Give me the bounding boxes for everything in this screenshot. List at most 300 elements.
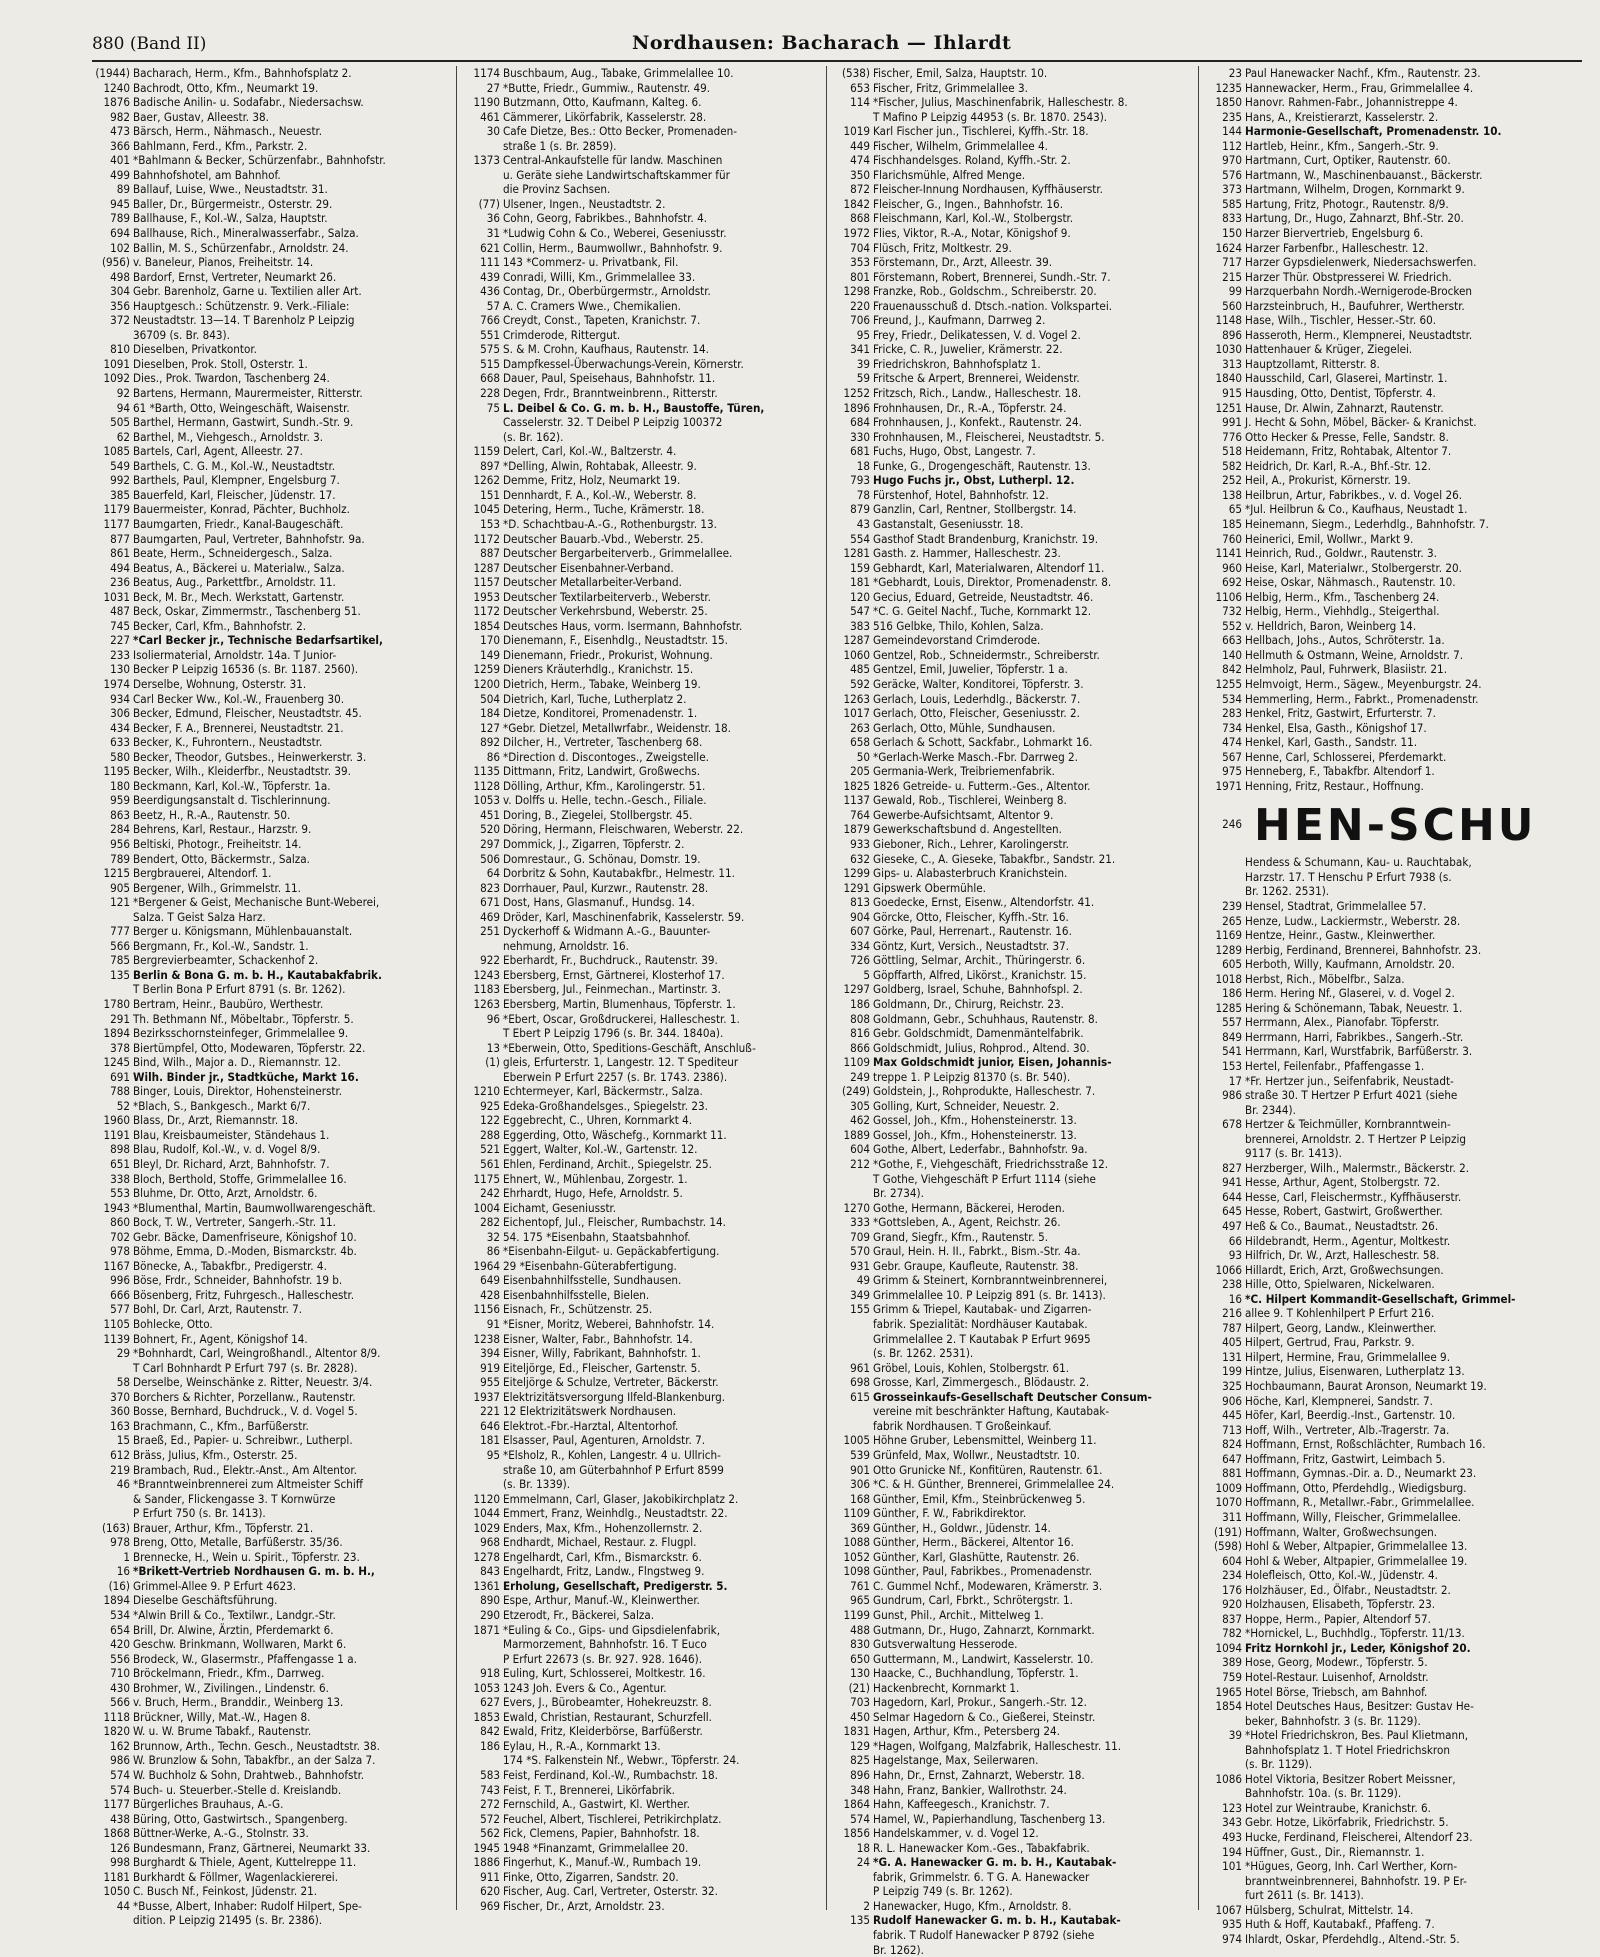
phone-number: 78 (856, 487, 870, 502)
directory-entry (92, 662, 452, 677)
phone-number: 96 (486, 1011, 500, 1026)
directory-entry (832, 764, 1192, 779)
directory-entry (92, 1695, 452, 1710)
phone-number (92, 328, 133, 343)
phone-number: (956) (101, 255, 130, 270)
phone-number: 860 (110, 1215, 130, 1230)
phone-number: 713 (1222, 1422, 1242, 1437)
directory-entry (832, 735, 1192, 750)
directory-entry (92, 1812, 452, 1827)
entry-text: Dröder, Karl, Maschinenfabrik, Kasselerstr. 59. (503, 909, 745, 924)
directory-entry (832, 1259, 1192, 1274)
entry-text: Günther, Emil, Kfm., Steinbrückenweg 5. (873, 1491, 1086, 1506)
entry-text: Frohnhausen, J., Konfekt., Rautenstr. 24. (873, 415, 1082, 430)
directory-entry (462, 604, 822, 619)
entry-text: Demme, Fritz, Holz, Neumarkt 19. (503, 473, 681, 488)
entry-text: Elsasser, Paul, Agenturen, Arnoldstr. 7. (503, 1433, 706, 1448)
directory-entry (462, 1666, 822, 1681)
directory-entry (92, 1273, 452, 1288)
entry-text: Carl Becker Ww., Kol.-W., Frauenberg 30. (133, 691, 345, 706)
directory-entry (832, 1579, 1192, 1594)
directory-entry (1204, 677, 1584, 692)
phone-number: 572 (480, 1811, 500, 1826)
entry-text: Hilpert, Hermine, Frau, Grimmelallee 9. (1245, 1349, 1451, 1364)
entry-text: *Alwin Brill & Co., Textilwr., Landgr.-Str. (133, 1607, 336, 1622)
directory-entry (462, 1492, 822, 1507)
directory-entry (832, 1710, 1192, 1725)
directory-entry (1204, 1554, 1584, 1569)
entry-text: Brückner, Willy, Mat.-W., Hagen 8. (133, 1709, 311, 1724)
entry-text: Helbig, Herm., Kfm., Taschenberg 24. (1245, 589, 1440, 604)
directory-entry (462, 1535, 822, 1550)
directory-entry (1204, 168, 1584, 183)
entry-text: Höhne Gruber, Lebensmittel, Weinberg 11. (873, 1433, 1097, 1448)
directory-entry (1204, 110, 1584, 125)
entry-text: Gewald, Rob., Tischlerei, Weinberg 8. (873, 793, 1067, 808)
entry-text: Central-Ankaufstelle für landw. Maschinen (503, 153, 723, 168)
phone-number: 567 (1222, 749, 1242, 764)
phone-number: 1156 (473, 1302, 500, 1317)
phone-number: 668 (480, 371, 500, 386)
phone-number: 1157 (473, 575, 500, 590)
phone-number: 252 (1222, 473, 1242, 488)
directory-entry (92, 822, 452, 837)
phone-number: 366 (110, 138, 130, 153)
entry-text: Hilfrich, Dr. W., Arzt, Halleschestr. 58. (1245, 1248, 1440, 1263)
entry-text: Hilpert, Gertrud, Frau, Parkstr. 9. (1245, 1335, 1415, 1350)
entry-text: Bundesmann, Franz, Gärtnerei, Neumarkt 33. (133, 1840, 371, 1855)
phone-number: 896 (850, 1767, 870, 1782)
directory-entry (92, 953, 452, 968)
phone-number: 518 (1222, 444, 1242, 459)
phone-number: 986 (1222, 1088, 1242, 1103)
directory-entry (832, 1695, 1192, 1710)
directory-entry (832, 590, 1192, 605)
phone-number (1204, 1743, 1245, 1758)
entry-text: *C. & H. Günther, Brennerei, Grimmelallee 24. (873, 1477, 1115, 1492)
entry-text: Cohn, Georg, Fabrikbes., Bahnhofstr. 4. (503, 211, 708, 226)
directory-entry (92, 764, 452, 779)
directory-entry (92, 197, 452, 212)
phone-number: 904 (850, 909, 870, 924)
phone-number: 551 (480, 327, 500, 342)
directory-entry (92, 386, 452, 401)
directory-entry (832, 1637, 1192, 1652)
directory-entry (462, 1259, 822, 1274)
entry-text: Henkel, Elsa, Gasth., Königshof 17. (1245, 720, 1427, 735)
directory-entry (462, 837, 822, 852)
entry-text: Fischer, Emil, Salza, Hauptstr. 10. (873, 66, 1048, 80)
entry-text: Br. 1262). (873, 1942, 924, 1957)
entry-text: straße 1 (s. Br. 2859). (503, 138, 617, 153)
phone-number: 170 (480, 633, 500, 648)
directory-entry (1204, 870, 1584, 885)
entry-text: *Busse, Albert, Inhaber: Rudolf Hilpert, Spe- (133, 1898, 362, 1913)
entry-text: Hartmann, Wilhelm, Drogen, Kornmarkt 9. (1245, 182, 1465, 197)
entry-text: 1826 Getreide- u. Futterm.-Ges., Altentor. (873, 778, 1091, 793)
entry-text: Hagen, Arthur, Kfm., Petersberg 24. (873, 1724, 1060, 1739)
phone-number: 766 (480, 313, 500, 328)
entry-text: Büttner-Werke, A.-G., Stolnstr. 33. (133, 1826, 309, 1841)
entry-text: Herzberger, Wilh., Malermstr., Bäckerstr. 2. (1245, 1160, 1470, 1175)
phone-number: 612 (110, 1447, 130, 1462)
directory-entry (462, 1783, 822, 1798)
entry-text: Eylau, H., R.-A., Kornmarkt 13. (503, 1738, 661, 1753)
phone-number: 1361 (473, 1578, 500, 1593)
directory-entry (462, 1375, 822, 1390)
phone-number: 782 (1222, 1626, 1242, 1641)
phone-number: 497 (1222, 1219, 1242, 1234)
entry-text: Fischer, Fritz, Grimmelallee 3. (873, 80, 1028, 95)
directory-entry (1204, 764, 1584, 779)
directory-entry (92, 1230, 452, 1245)
phone-number: 1004 (473, 1200, 500, 1215)
entry-text: Hattenhauer & Krüger, Ziegelei. (1245, 342, 1413, 357)
entry-text: Becker, Theodor, Gutsbes., Heinwerkerstr. 3. (133, 749, 367, 764)
phone-number: 557 (1222, 1015, 1242, 1030)
entry-text: Hartmann, Curt, Optiker, Rautenstr. 60. (1245, 153, 1451, 168)
entry-text: Gebr. Barenholz, Garne u. Textilien aller Art. (133, 284, 362, 299)
directory-entry (462, 444, 822, 459)
phone-number: 574 (110, 1782, 130, 1797)
entry-text: Hoffmann, Otto, Pferdehdlg., Wiedigsburg. (1245, 1480, 1467, 1495)
phone-number: 135 (850, 1913, 870, 1928)
phone-number: 1167 (103, 1258, 130, 1273)
phone-number: 1263 (843, 691, 870, 706)
phone-number: (598) (1213, 1539, 1242, 1554)
directory-entry (462, 1302, 822, 1317)
entry-text: Finke, Otto, Zigarren, Sandstr. 20. (503, 1869, 679, 1884)
directory-entry (462, 968, 822, 983)
directory-entry (1204, 1452, 1584, 1467)
entry-text: Herbst, Rich., Möbelfbr., Salza. (1245, 971, 1405, 986)
directory-entry (462, 1564, 822, 1579)
entry-text: *Hügues, Georg, Inh. Carl Werther, Korn- (1245, 1859, 1458, 1874)
phone-number: 36 (486, 211, 500, 226)
phone-number: 684 (850, 415, 870, 430)
phone-number: 706 (850, 313, 870, 328)
entry-text: T Mafino P Leipzig 44953 (s. Br. 1870. 2543). (873, 109, 1108, 124)
directory-entry (832, 706, 1192, 721)
entry-text: Deutscher Bauarb.-Vbd., Weberstr. 25. (503, 531, 704, 546)
phone-number: 1894 (103, 1026, 130, 1041)
phone-number: 505 (110, 415, 130, 430)
entry-text: Ebersberg, Ernst, Gärtnerei, Klosterhof 17. (503, 967, 725, 982)
phone-number: 1896 (843, 400, 870, 415)
directory-entry (92, 866, 452, 881)
directory-entry (1204, 546, 1584, 561)
directory-entry (92, 808, 452, 823)
phone-number: 114 (850, 95, 870, 110)
phone-number: 647 (1222, 1451, 1242, 1466)
directory-entry (462, 1870, 822, 1885)
phone-number: 935 (1222, 1917, 1242, 1932)
phone-number: 955 (480, 1375, 500, 1390)
entry-text: vereine mit beschränkter Haftung, Kautabak- (873, 1404, 1110, 1419)
directory-entry (92, 1579, 452, 1594)
directory-entry (832, 692, 1192, 707)
directory-entry (92, 153, 452, 168)
directory-entry (832, 968, 1192, 983)
entry-text: furt 2611 (s. Br. 1413). (1245, 1888, 1364, 1903)
phone-number: 284 (110, 822, 130, 837)
entry-text: Frey, Friedr., Delikatessen, V. d. Vogel 2. (873, 327, 1081, 342)
entry-text: W. Buchholz & Sohn, Drahtweb., Bahnhofstr. (133, 1767, 365, 1782)
directory-entry (832, 1623, 1192, 1638)
phone-number: 941 (1222, 1175, 1242, 1190)
entry-text: Brennecke, H., Wein u. Spirit., Töpferstr. 23. (133, 1549, 360, 1564)
entry-text: Henne, Carl, Schlosserei, Pferdemarkt. (1245, 749, 1447, 764)
entry-text: Grimmelallee 2. T Kautabak P Erfurt 9695 (873, 1331, 1091, 1346)
directory-entry (1204, 1568, 1584, 1583)
phone-number (462, 139, 503, 154)
directory-entry (462, 313, 822, 328)
directory-entry (832, 430, 1192, 445)
directory-entry (832, 1361, 1192, 1376)
directory-entry (462, 1463, 822, 1478)
phone-number: 646 (480, 1418, 500, 1433)
phone-number: 370 (110, 1389, 130, 1404)
entry-text: Büring, Otto, Gastwirtsch., Spangenberg. (133, 1811, 348, 1826)
phone-number: 338 (110, 1171, 130, 1186)
directory-entry (92, 328, 452, 343)
phone-number: 651 (110, 1157, 130, 1172)
phone-number (832, 1928, 873, 1943)
entry-text: Böse, Frdr., Schneider, Bahnhofstr. 19 b. (133, 1273, 343, 1288)
phone-number: 1285 (1215, 1000, 1242, 1015)
entry-text: Bohlecke, Otto. (133, 1317, 213, 1332)
phone-number: 960 (1222, 560, 1242, 575)
phone-number: 1262 (473, 473, 500, 488)
entry-text: Brauer, Arthur, Kfm., Töpferstr. 21. (133, 1520, 314, 1535)
phone-number: 777 (110, 924, 130, 939)
phone-number: 52 (116, 1098, 130, 1113)
phone-number: 18 (856, 1840, 870, 1855)
directory-entry (92, 1870, 452, 1885)
phone-number: 931 (850, 1258, 870, 1273)
entry-text: Elektrot.-Fbr.-Harztal, Altentorhof. (503, 1418, 679, 1433)
entry-text: Bahlmann, Ferd., Kfm., Parkstr. 2. (133, 138, 308, 153)
directory-entry (1204, 1597, 1584, 1612)
entry-text: *Gebr. Dietzel, Metallwrfabr., Weidenstr. 18. (503, 720, 731, 735)
phone-number: 66 (1228, 1233, 1242, 1248)
directory-page (92, 30, 1592, 1957)
phone-number: 1030 (1215, 342, 1242, 357)
phone-number: 350 (850, 167, 870, 182)
phone-number: 474 (1222, 735, 1242, 750)
phone-number: 553 (110, 1186, 130, 1201)
phone-number: 934 (110, 691, 130, 706)
phone-number: 330 (850, 429, 870, 444)
entry-text: Heil, A., Prokurist, Körnerstr. 19. (1245, 473, 1411, 488)
phone-number: 658 (850, 735, 870, 750)
directory-entry (832, 415, 1192, 430)
entry-text: Blau, Rudolf, Kol.-W., v. d. Vogel 8/9. (133, 1142, 321, 1157)
phone-number: 349 (850, 1287, 870, 1302)
entry-text: Brunnow, Arth., Techn. Gesch., Neustadtstr. 38. (133, 1738, 380, 1753)
entry-text: Germania-Werk, Treibriemenfabrik. (873, 764, 1055, 779)
phone-number: 1190 (473, 95, 500, 110)
directory-entry (1204, 1772, 1584, 1787)
phone-number: 692 (1222, 575, 1242, 590)
phone-number: 574 (110, 1767, 130, 1782)
phone-number: 959 (110, 793, 130, 808)
directory-entry (1204, 899, 1584, 914)
entry-text: 516 Gelbke, Thilo, Kohlen, Salza. (873, 618, 1044, 633)
phone-number: 439 (480, 269, 500, 284)
entry-text: Frohnhausen, Dr., R.-A., Töpferstr. 24. (873, 400, 1067, 415)
directory-entry (92, 110, 452, 125)
directory-entry (462, 822, 822, 837)
phone-number: 233 (110, 647, 130, 662)
directory-entry (92, 1157, 452, 1172)
entry-text: Hotel Börse, Triebsch, am Bahnhof. (1245, 1684, 1428, 1699)
entry-text: Erholung, Gesellschaft, Predigerstr. 5. (503, 1578, 728, 1593)
entry-text: Binger, Louis, Direktor, Hohensteinerstr. (133, 1084, 343, 1099)
phone-number: 64 (486, 866, 500, 881)
entry-text: Burghardt & Thiele, Agent, Kuttelreppe 11. (133, 1855, 357, 1870)
directory-entry (462, 386, 822, 401)
entry-text: Göpffarth, Alfred, Likörst., Kranichstr. 15. (873, 967, 1087, 982)
entry-text: Bergrevierbeamter, Schackenhof 2. (133, 953, 319, 968)
directory-entry (832, 1201, 1192, 1216)
directory-entry (462, 1041, 822, 1056)
phone-number: 227 (110, 633, 130, 648)
entry-text: Fleischmann, Karl, Kol.-W., Stolbergstr. (873, 211, 1074, 226)
directory-columns (92, 66, 1592, 1957)
directory-entry (832, 648, 1192, 663)
phone-number (462, 1026, 503, 1041)
phone-number: 863 (110, 807, 130, 822)
directory-entry (1204, 590, 1584, 605)
entry-text: *Elsholz, R., Kohlen, Langestr. 4 u. Ullrich- (503, 1447, 721, 1462)
entry-text: Gieboner, Rich., Lehrer, Karolingerstr. (873, 836, 1069, 851)
phone-number: 1263 (473, 997, 500, 1011)
directory-entry (832, 1113, 1192, 1128)
directory-entry (1204, 1859, 1584, 1874)
directory-entry (92, 1739, 452, 1754)
phone-number (462, 182, 503, 197)
phone-number (832, 1884, 873, 1899)
phone-number: 645 (1222, 1204, 1242, 1219)
phone-number: 1148 (1215, 313, 1242, 328)
entry-text: Gentzel, Emil, Juwelier, Töpferstr. 1 a. (873, 662, 1068, 677)
phone-number: 249 (850, 1069, 870, 1084)
phone-number: 1953 (473, 589, 500, 604)
entry-text: L. Deibel & Co. G. m. b. H., Baustoffe, Türen, (503, 400, 765, 415)
entry-text: Eberhardt, Fr., Buchdruck., Rautenstr. 39. (503, 953, 718, 968)
entry-text: Hellmuth & Ostmann, Weine, Arnoldstr. 7. (1245, 647, 1464, 662)
entry-text: Dampfkessel-Überwachungs-Verein, Körnerstr. (503, 356, 744, 371)
directory-entry (1204, 750, 1584, 765)
entry-text: Helmvoigt, Herm., Sägew., Meyenburgstr. 24. (1245, 676, 1482, 691)
entry-text: Dyckerhoff & Widmann A.-G., Bauunter- (503, 924, 711, 939)
entry-text: Bind, Wilh., Major a. D., Riemannstr. 12. (133, 1055, 341, 1070)
directory-entry (1204, 444, 1584, 459)
phone-number: 251 (480, 924, 500, 939)
directory-entry (462, 1273, 822, 1288)
phone-number: 235 (1222, 109, 1242, 124)
entry-text: Emmelmann, Carl, Glaser, Jakobikirchplatz 2. (503, 1491, 739, 1506)
phone-number: 837 (1222, 1611, 1242, 1626)
phone-number: 186 (480, 1738, 500, 1753)
entry-text: Dietrich, Karl, Tuche, Lutherplatz 2. (503, 691, 687, 706)
section-banner (1204, 799, 1584, 853)
directory-entry (832, 866, 1192, 881)
entry-text: v. Bruch, Herm., Branddir., Weinberg 13. (133, 1695, 344, 1710)
phone-number: 1177 (103, 516, 130, 531)
entry-text: Bergener, Wilh., Grimmelstr. 11. (133, 880, 301, 895)
phone-number (92, 1506, 133, 1521)
phone-number: 1109 (843, 1506, 870, 1521)
directory-entry (1204, 1132, 1584, 1147)
directory-entry (92, 1608, 452, 1623)
directory-entry (92, 81, 452, 96)
directory-entry (1204, 124, 1584, 139)
entry-text: Eichentopf, Jul., Fleischer, Rumbachstr. 14. (503, 1215, 726, 1230)
entry-text: Hoff, Wilh., Vertreter, Alb.-Tragerstr. 7a. (1245, 1422, 1450, 1437)
phone-number: 473 (110, 124, 130, 139)
directory-entry (1204, 182, 1584, 197)
directory-entry (462, 241, 822, 256)
entry-text: Hildebrandt, Herm., Agentur, Moltkestr. (1245, 1233, 1451, 1248)
directory-entry (1204, 943, 1584, 958)
directory-entry (462, 648, 822, 663)
directory-entry (1204, 1030, 1584, 1045)
entry-text: Becker, K., Fuhrontern., Neustadtstr. (133, 735, 323, 750)
entry-text: branntweinbrennerei, Bahnhofstr. 19. P Er- (1245, 1873, 1467, 1888)
directory-entry (832, 299, 1192, 314)
entry-text: Collin, Herm., Baumwollwr., Bahnhofstr. 9. (503, 240, 723, 255)
entry-text: Eisnach, Fr., Schützenstr. 25. (503, 1302, 653, 1317)
directory-entry (1204, 1408, 1584, 1423)
phone-number: 764 (850, 807, 870, 822)
directory-entry (92, 692, 452, 707)
phone-number: 710 (110, 1666, 130, 1681)
entry-text: Goldschmidt, Julius, Rohprod., Altend. 30. (873, 1040, 1090, 1055)
directory-entry (462, 895, 822, 910)
entry-text: Gemeindevorstand Crimderode. (873, 633, 1041, 648)
entry-text: & Sander, Flickengasse 3. T Kornwürze (133, 1491, 336, 1506)
directory-entry (462, 924, 822, 939)
phone-number: 438 (110, 1811, 130, 1826)
entry-text: Derselbe, Weinschänke z. Ritter, Neuestr. 3/4. (133, 1375, 373, 1390)
phone-number: 94 (116, 400, 130, 415)
directory-entry (462, 1332, 822, 1347)
directory-entry (1204, 1830, 1584, 1845)
phone-number: 93 (1228, 1248, 1242, 1263)
directory-entry (1204, 1612, 1584, 1627)
entry-text: *Brikett-Vertrieb Nordhausen G. m. b. H., (133, 1564, 375, 1579)
directory-entry (92, 968, 452, 983)
entry-text: Buschbaum, Aug., Tabake, Grimmelallee 10. (503, 66, 734, 80)
phone-number (1204, 1786, 1245, 1801)
entry-text: Ballauf, Luise, Wwe., Neustadtstr. 31. (133, 182, 328, 197)
directory-entry (832, 371, 1192, 386)
entry-text: Ballhause, F., Kol.-W., Salza, Hauptstr. (133, 211, 328, 226)
phone-number: 199 (1222, 1364, 1242, 1379)
directory-entry (832, 1375, 1192, 1390)
phone-number (92, 1361, 133, 1376)
entry-text: Emmert, Franz, Weinhdlg., Neustadtstr. 22. (503, 1506, 728, 1521)
entry-text: Beatus, A., Bäckerei u. Materialw., Salza. (133, 560, 345, 575)
phone-number: 717 (1222, 255, 1242, 270)
entry-text: *Eisner, Moritz, Weberei, Bahnhofstr. 14. (503, 1317, 715, 1332)
entry-text: 29 *Eisenbahn-Güterabfertigung. (503, 1258, 677, 1273)
entry-text: Isoliermaterial, Arnoldstr. 14a. T Junior- (133, 647, 337, 662)
directory-entry (92, 371, 452, 386)
phone-number: 288 (480, 1127, 500, 1142)
